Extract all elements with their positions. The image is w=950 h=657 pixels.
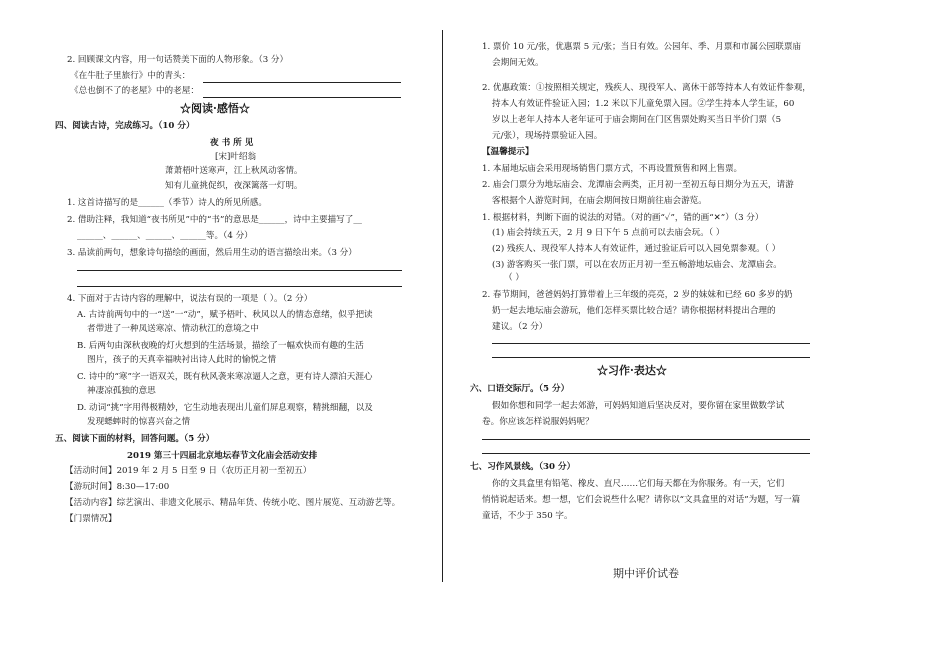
answer-line	[203, 97, 401, 98]
discount-line-1: 2. 优惠政策：①按照相关规定，残疾人、现役军人、离休干部等持本人有效证件参观，	[482, 83, 811, 93]
poem-line-1: 萧萧梧叶送寒声，江上秋风动客情。	[165, 166, 303, 176]
fair-hours: 【游玩时间】8:30—17:00	[65, 482, 170, 492]
q4-3: 3. 品读前两句，想象诗句描绘的画面，然后用生动的语言描绘出来。（3 分）	[67, 248, 357, 258]
q7-title: 七、习作风景线。（30 分）	[470, 462, 576, 472]
fair-time: 【活动时间】2019 年 2 月 5 日至 9 日（农历正月初一至初五）	[65, 466, 312, 476]
discount-line-4: 元/张），现场持票验证入园。	[492, 131, 603, 141]
answer-line	[77, 286, 402, 287]
q4-2-line-2: ______、______、______、______等。（4 分）	[77, 231, 253, 241]
discount-line-2: 持本人有效证件验证入园；1.2 米以下儿童免票入园。②学生持本人学生证，60	[492, 99, 795, 109]
section-reading-title: ☆阅读·感悟☆	[180, 102, 250, 115]
poem-author: [宋]叶绍翁	[215, 152, 257, 162]
statement-1: (1) 庙会持续五天，2 月 9 日下午 5 点前可以去庙会玩。（ ）	[492, 228, 725, 238]
discount-line-3: 岁以上老年人持本人老年证可于庙会期间在门区售票处购买当日半价门票（5	[492, 115, 782, 125]
option-b-line-2: 图片，孩子的天真幸福映衬出诗人此时的愉悦之情	[87, 355, 277, 365]
answer-line	[482, 453, 810, 454]
poem-line-2: 知有儿童挑促织，夜深篱落一灯明。	[165, 181, 303, 191]
statement-3-blank: （ ）	[504, 273, 524, 283]
answer-line	[492, 357, 810, 358]
option-a-line-2: 者带进了一种凤送寒凉、情动秋江的意境之中	[87, 324, 259, 334]
q5-2-line-2: 奶一起去地坛庙会游玩，他们怎样买票比较合适？请你根据材料提出合理的	[492, 306, 776, 316]
tip-2-line-2: 客根据个人游览时间，在庙会期间按日期前往庙会游览。	[492, 196, 707, 206]
fair-ticket-heading: 【门票情况】	[65, 514, 117, 524]
option-c-line-2: 神凄凉孤独的意思	[87, 386, 156, 396]
q4-2-line-1: 2. 借助注释，我知道“夜书所见”中的“书”的意思是______，诗中主要描写了__	[67, 215, 362, 225]
answer-line	[203, 82, 401, 83]
q6-line-2: 卷。你应该怎样说服妈妈呢？	[482, 417, 594, 427]
fair-title: 2019 第三十四届北京地坛春节文化庙会活动安排	[127, 451, 318, 461]
q5-title: 五、阅读下面的材料，回答问题。（5 分）	[55, 434, 215, 444]
q7-line-1: 你的文具盒里有铅笔、橡皮、直尺……它们每天都在为你服务。有一天，它们	[492, 479, 785, 489]
answer-line	[492, 343, 810, 344]
option-d-line-1: D. 动词“挑”字用得极精妙，它生动地表现出儿童们屏息观察，精挑细翻，以及	[77, 403, 373, 413]
q6-title: 六、口语交际厅。（5 分）	[470, 384, 570, 394]
q7-line-2: 悄悄说起话来。想一想，它们会说些什么呢？请你以“文具盒里的对话”为题，写一篇	[482, 495, 801, 505]
ticket-price-line-1: 1. 票价 10 元/张，优惠票 5 元/张；当日有效。公园年、季、月票和市属公园联票庙	[482, 42, 802, 52]
tip-heading: 【温馨提示】	[482, 147, 534, 157]
ticket-price-line-2: 会期间无效。	[492, 58, 544, 68]
tip-2-line-1: 2. 庙会门票分为地坛庙会、龙潭庙会两类，正月初一至初五每日期分为五天，请游	[482, 180, 794, 190]
q2-intro: 2. 回顾课文内容，用一句话赞美下面的人物形象。（3 分）	[67, 55, 289, 65]
option-d-line-2: 发现蟋蟀时的惊喜兴奋之情	[87, 417, 191, 427]
q5-2-line-3: 建议。（2 分）	[492, 322, 548, 332]
q4-title: 四、阅读古诗，完成练习。（10 分）	[55, 121, 195, 131]
q5-2-line-1: 2. 春节期间，爸爸妈妈打算带着上三年级的亮亮，2 岁的妹妹和已经 60 多岁的奶	[482, 290, 793, 300]
answer-line	[482, 439, 810, 440]
poem-title: 夜 书 所 见	[210, 138, 254, 148]
section-writing-title: ☆习作·表达☆	[597, 364, 667, 377]
q7-line-3: 童话，不少于 350 字。	[482, 511, 573, 521]
page-footer: 期中评价试卷	[613, 567, 679, 580]
q4-1: 1. 这首诗描写的是______（季节）诗人的所见所感。	[67, 198, 267, 208]
answer-line	[77, 270, 402, 271]
q2-item-a: 《在牛肚子里旅行》中的青头：	[70, 71, 191, 81]
option-c-line-1: C. 诗中的“寒”字一语双关，既有秋风袭来寒凉逼人之意，更有诗人漂泊天涯心	[77, 372, 373, 382]
column-divider	[442, 30, 443, 582]
q4-4: 4. 下面对于古诗内容的理解中，说法有误的一项是（ ）。（2 分）	[67, 294, 313, 304]
fair-content: 【活动内容】综艺演出、非遗文化展示、精品年货、传统小吃、图片展览、互动游艺等。	[65, 498, 401, 508]
statement-3: (3) 游客购买一张门票，可以在农历正月初一至五畅游地坛庙会、龙潭庙会。	[492, 260, 782, 270]
q2-item-b: 《总也倒不了的老屋》中的老屋：	[70, 86, 199, 96]
q6-line-1: 假如你想和同学一起去郊游，可妈妈知道后坚决反对，要你留在家里做数学试	[492, 401, 785, 411]
option-a-line-1: A. 古诗前两句中的一“送”一“动”，赋予梧叶、秋风以人的情态意绪，似乎把读	[77, 310, 373, 320]
tip-1: 1. 本届地坛庙会采用现场销售门票方式，不再设置预售和网上售票。	[482, 164, 743, 174]
option-b-line-1: B. 后两句由深秋夜晚的灯火想到的生活场景，描绘了一幅欢快而有趣的生活	[77, 341, 364, 351]
statement-2: (2) 残疾人、现役军人持本人有效证件，通过验证后可以入园免票参观。（ ）	[492, 244, 781, 254]
statement-question: 1. 根据材料，判断下面的说法的对错。（对的画“✓”，错的画“✕”）（3 分）	[482, 213, 764, 223]
